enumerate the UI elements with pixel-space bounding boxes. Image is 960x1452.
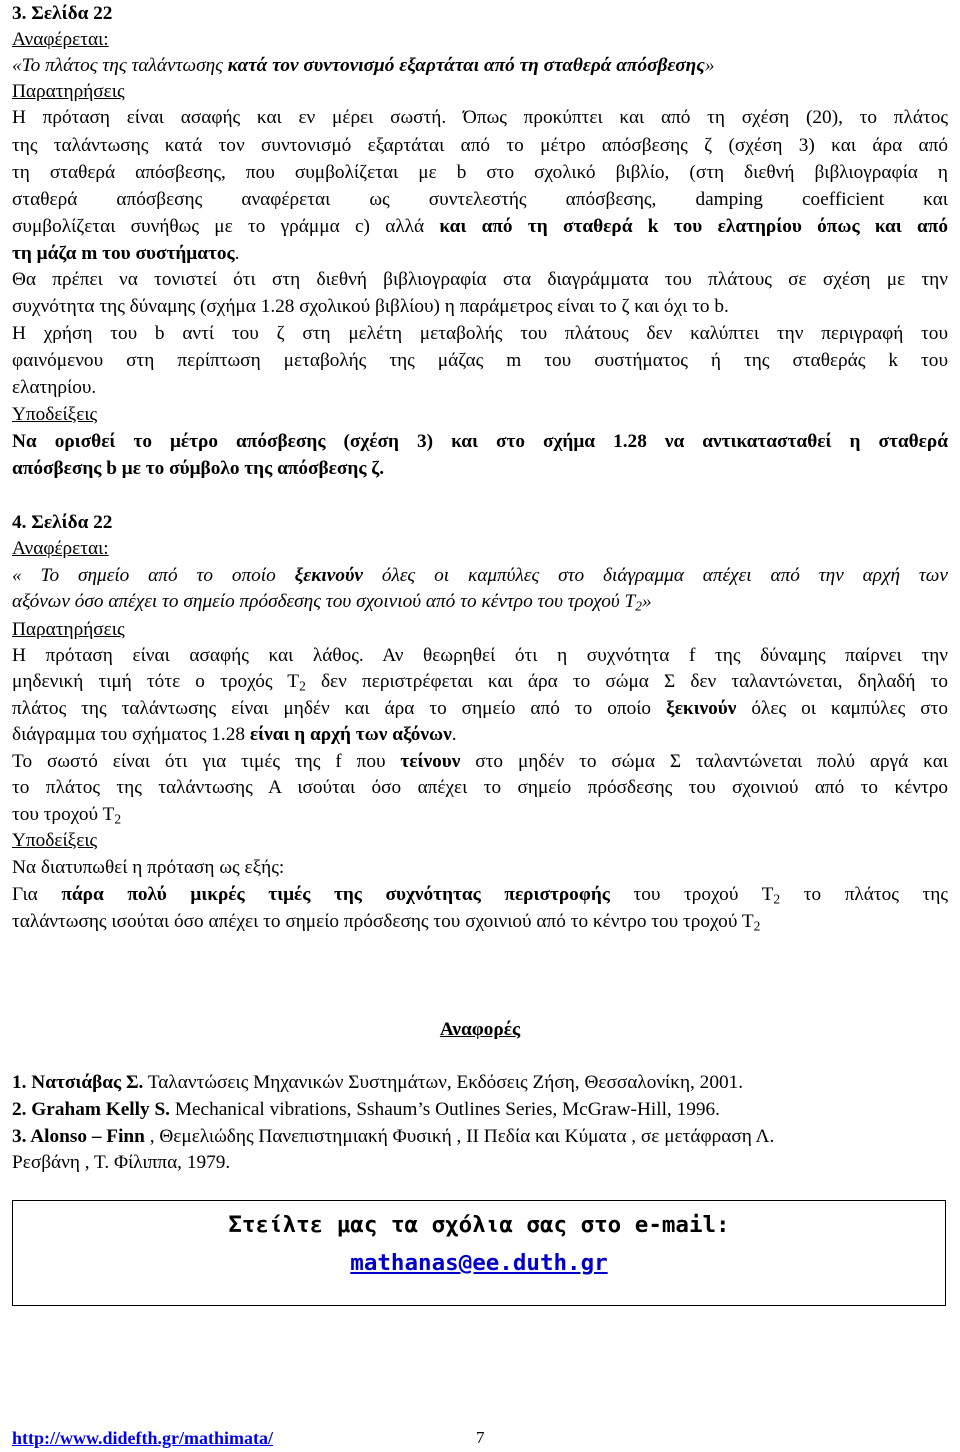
s4-para-line: Το σωστό είναι ότι για τιμές της f που τείνουν στο μηδέν το σώμα Σ ταλαντώνεται πολύ αργά και <box>12 751 948 772</box>
s4-para-line: μηδενική τιμή τότε ο τροχός $T_2$ δεν περιστρέφεται και άρα το σώμα Σ δεν ταλαντώνεται, δηλαδή το <box>12 671 948 694</box>
references-title: Αναφορές <box>439 1019 521 1040</box>
page-number: 7 <box>476 1428 485 1447</box>
s4-quote-line: « Το σημείο από το οποίο ξεκινούν όλες οι καμπύλες στο διάγραμμα απέχει από την αρχή των <box>12 565 948 586</box>
s3-para-line: τη μάζα m του συστήματος. <box>12 243 240 264</box>
s4-hint-line: Για πάρα πολύ μικρές τιμές της συχνότητας περιστροφής του τροχού $T_2$ το πλάτος της <box>12 884 948 907</box>
s4-para-line: πλάτος της ταλάντωσης είναι μηδέν και άρα το σημείο από το οποίο ξεκινούν όλες οι καμπύλες στο <box>12 698 949 719</box>
s3-para-line: συχνότητα της δύναμης (σχήμα 1.28 σχολικού βιβλίου) η παράμετρος είναι το ζ και όχι το b. <box>12 296 729 317</box>
footer-url-link[interactable]: http://www.didefth.gr/mathimata/ <box>12 1428 273 1448</box>
section-3-hints-label: Υποδείξεις <box>12 404 98 425</box>
section-3-heading: 3. Σελίδα 22 <box>12 3 113 24</box>
reference-item: 1. Νατσιάβας Σ. Ταλαντώσεις Μηχανικών Συστημάτων, Εκδόσεις Ζήση, Θεσσαλονίκη, 2001. <box>12 1072 744 1093</box>
reference-item: 2. Graham Kelly S. Mechanical vibrations, Sshaum’s Outlines Series, McGraw-Hill, 1996. <box>12 1099 720 1120</box>
contact-box <box>12 1200 946 1306</box>
s4-para-line: του τροχού $T_2$ <box>12 804 122 827</box>
contact-email-link[interactable]: mathanas@ee.duth.gr <box>350 1250 608 1276</box>
s3-hint-line: απόσβεσης b με το σύμβολο της απόσβεσης ζ. <box>12 458 385 479</box>
section-3-quote: «Το πλάτος της ταλάντωσης κατά τον συντονισμό εξαρτάται από τη σταθερά απόσβεσης» <box>12 55 715 76</box>
s4-para-line: Η πρόταση είναι ασαφής και λάθος. Αν θεωρηθεί ότι η συχνότητα f της δύναμης παίρνει την <box>12 645 948 666</box>
s3-para-line: τη σταθερά απόσβεσης, που συμβολίζεται με b στο σχολικό βιβλίο, (στη διεθνή βιβλιογραφία η <box>12 162 948 183</box>
s3-para-line: ελατηρίου. <box>12 377 97 398</box>
section-4-heading: 4. Σελίδα 22 <box>12 512 113 533</box>
s4-para-line: το πλάτος της ταλάντωσης Α ισούται όσο απέχει το σημείο πρόσδεσης του σχοινιού από το κέντρο <box>12 777 948 798</box>
reference-item-continuation: Ρεσβάνη , Τ. Φίλιππα, 1979. <box>12 1152 231 1173</box>
s3-para-line: Θα πρέπει να τονιστεί ότι στη διεθνή βιβλιογραφία στα διαγράμματα του πλάτους σε σχέση με την <box>12 269 948 290</box>
section-3-remarks-label: Παρατηρήσεις <box>12 81 125 102</box>
s3-para-line: φαινόμενου στη περίπτωση μεταβολής της μάζας m του συστήματος ή της σταθεράς k του <box>12 350 948 371</box>
section-4-remarks-label: Παρατηρήσεις <box>12 619 125 640</box>
contact-text: Στείλτε μας τα σχόλια σας στο e-mail: <box>228 1212 730 1238</box>
reference-item: 3. Alonso – Finn , Θεμελιώδης Πανεπιστημιακή Φυσική , ΙΙ Πεδία και Κύματα , σε μετάφραση Λ. <box>12 1126 775 1147</box>
s3-para-line: Η χρήση του b αντί του ζ στη μελέτη μεταβολής του πλάτους δεν καλύπτει την περιγραφή του <box>12 323 948 344</box>
s3-hint-line: Να ορισθεί το μέτρο απόσβεσης (σχέση 3) και στο σχήμα 1.28 να αντικατασταθεί η σταθερά <box>12 431 948 452</box>
s4-quote-line: αξόνων όσο απέχει το σημείο πρόσδεσης του σχοινιού από το κέντρο του τροχού $T_2$» <box>12 591 652 614</box>
section-4-hints-label: Υποδείξεις <box>12 830 98 851</box>
s4-para-line: διάγραμμα του σχήματος 1.28 είναι η αρχή των αξόνων. <box>12 724 457 745</box>
s4-hint-line: ταλάντωσης ισούται όσο απέχει το σημείο πρόσδεσης του σχοινιού από το κέντρο του τροχού $T_2$ <box>12 911 761 934</box>
s3-para-line: της ταλάντωσης κατά τον συντονισμό εξαρτάται από το μέτρο απόσβεσης ζ (σχέση 3) και άρα από <box>12 135 948 156</box>
s3-para-line: σταθερά απόσβεσης αναφέρεται ως συντελεστής απόσβεσης, damping coefficient και <box>12 189 948 210</box>
section-4-ref-label: Αναφέρεται: <box>12 538 109 559</box>
s3-para-line: Η πρόταση είναι ασαφής και εν μέρει σωστή. Όπως προκύπτει και από τη σχέση (20), το πλάτος <box>12 107 948 128</box>
s3-para-line: συμβολίζεται συνήθως με το γράμμα c) αλλά και από τη σταθερά k του ελατηρίου όπως και από <box>12 216 949 237</box>
section-3-ref-label: Αναφέρεται: <box>12 29 109 50</box>
s4-hint-line: Να διατυπωθεί η πρόταση ως εξής: <box>12 857 285 878</box>
